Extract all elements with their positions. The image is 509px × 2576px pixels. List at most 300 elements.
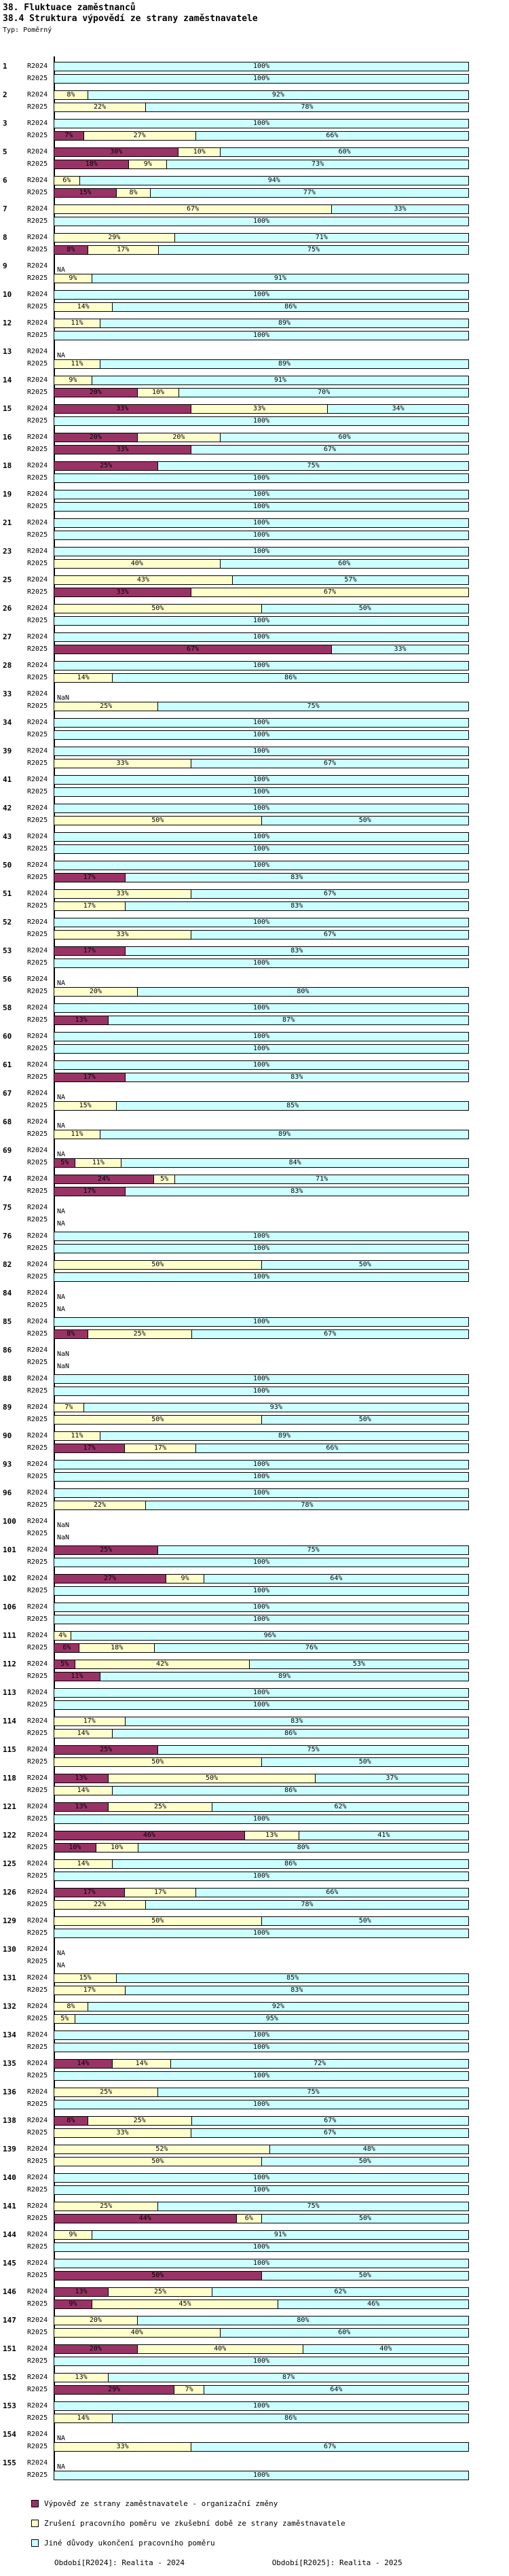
series-label: R2024 <box>27 976 48 983</box>
bar-area <box>54 747 469 756</box>
stacked-bar <box>54 1403 469 1412</box>
stacked-bar <box>54 987 469 997</box>
series-label: R2025 <box>27 617 48 624</box>
bar-segment-probation_termination <box>237 2215 262 2223</box>
stacked-bar <box>54 2088 469 2097</box>
stacked-bar <box>54 632 469 642</box>
stacked-bar <box>54 217 469 226</box>
bar-segment-other_reasons <box>167 160 468 168</box>
bar-segment-probation_termination <box>54 103 146 111</box>
bar-segment-probation_termination <box>138 389 180 397</box>
series-label: R2025 <box>27 1901 48 1908</box>
bar-segment-dismissal_org_changes <box>54 246 88 254</box>
percent-label: 92% <box>271 2003 284 2010</box>
bar-area <box>54 2458 469 2471</box>
stacked-bar <box>54 2401 469 2411</box>
bar-group <box>0 575 509 597</box>
stacked-bar <box>54 2214 469 2223</box>
series-label: R2025 <box>27 1558 48 1566</box>
stacked-bar <box>54 1574 469 1584</box>
bar-area <box>54 2357 469 2366</box>
bar-segment-dismissal_org_changes <box>54 1187 126 1196</box>
bar-segment-probation_termination <box>129 160 167 168</box>
group-number-label: 122 <box>3 1831 16 1840</box>
percent-label: 91% <box>274 274 286 282</box>
bar-segment-other_reasons <box>212 2288 468 2296</box>
bar-area <box>54 2116 469 2126</box>
series-label: R2024 <box>27 376 48 384</box>
bar-area <box>54 147 469 157</box>
stacked-bar <box>54 531 469 540</box>
series-label: R2024 <box>27 1603 48 1611</box>
bar-area <box>54 759 469 768</box>
series-label: R2024 <box>27 405 48 412</box>
percent-label: 4% <box>58 1632 67 1639</box>
bar-group <box>0 2287 509 2309</box>
bar-group <box>0 2202 509 2223</box>
bar-area <box>54 502 469 512</box>
group-number-label: 52 <box>3 918 12 927</box>
bar-area <box>54 889 469 899</box>
stacked-bar <box>54 1329 469 1339</box>
percent-label: 100% <box>252 1273 270 1281</box>
bar-area <box>54 1317 469 1327</box>
legend-label-other: Jiné důvody ukončení pracovního poměru <box>44 2538 215 2547</box>
stacked-bar <box>54 787 469 797</box>
bar-group <box>0 2373 509 2395</box>
stacked-bar <box>54 1130 469 1139</box>
bar-group <box>0 1888 509 1910</box>
percent-label: 73% <box>312 160 324 168</box>
percent-label: 17% <box>83 1717 96 1725</box>
percent-label: 33% <box>252 405 265 412</box>
bar-area <box>54 604 469 613</box>
bar-segment-other_reasons <box>54 332 468 340</box>
percent-label: 20% <box>89 988 102 995</box>
bar-area <box>54 2344 469 2354</box>
legend-item-probation <box>31 2519 509 2527</box>
percent-label: 33% <box>116 890 129 897</box>
series-label: R2025 <box>27 702 48 710</box>
stacked-bar <box>54 1032 469 1041</box>
stacked-bar <box>54 473 469 483</box>
missing-value-label: NA <box>57 1151 66 1158</box>
percent-label: 17% <box>83 1187 96 1195</box>
bar-group <box>0 319 509 340</box>
bar-area <box>54 2059 469 2069</box>
bar-segment-probation_termination <box>54 988 138 996</box>
group-number-label: 41 <box>3 775 12 784</box>
bar-area <box>54 2031 469 2040</box>
percent-label: 11% <box>71 1432 83 1439</box>
bar-area <box>54 832 469 842</box>
bar-segment-other_reasons <box>204 2386 468 2394</box>
percent-label: 100% <box>252 1245 270 1252</box>
series-label: R2024 <box>27 2174 48 2181</box>
bar-segment-other_reasons <box>113 1787 468 1795</box>
bar-area <box>54 946 469 956</box>
bar-segment-other_reasons <box>146 1901 468 1909</box>
stacked-bar <box>54 702 469 711</box>
group-number-label: 153 <box>3 2401 16 2410</box>
bar-segment-dismissal_org_changes <box>54 1774 109 1783</box>
bar-segment-dismissal_org_changes <box>54 588 191 596</box>
bar-group <box>0 2344 509 2366</box>
series-label: R2025 <box>27 759 48 767</box>
stacked-bar <box>54 103 469 112</box>
bar-segment-probation_termination <box>178 148 221 156</box>
percent-label: 14% <box>77 2060 90 2067</box>
series-label: R2024 <box>27 2459 48 2467</box>
bar-area <box>54 2071 469 2081</box>
percent-label: 50% <box>151 605 164 612</box>
bar-group <box>0 1831 509 1853</box>
series-label: R2024 <box>27 2316 48 2324</box>
stacked-bar <box>54 1757 469 1767</box>
bar-segment-other_reasons <box>126 947 468 955</box>
bar-segment-other_reasons <box>113 1730 468 1738</box>
bar-group <box>0 1745 509 1767</box>
group-number-label: 136 <box>3 2088 16 2096</box>
series-label: R2025 <box>27 2043 48 2051</box>
bar-area <box>54 1672 469 1681</box>
bar-area <box>54 1089 469 1101</box>
stacked-bar <box>54 416 469 426</box>
bar-area <box>54 873 469 882</box>
stacked-bar <box>54 559 469 569</box>
bar-area <box>54 1203 469 1213</box>
bar-segment-dismissal_org_changes <box>54 2386 174 2394</box>
percent-label: 100% <box>252 959 270 967</box>
series-label: R2025 <box>27 788 48 795</box>
bar-area <box>54 119 469 128</box>
percent-label: 100% <box>252 788 270 795</box>
bar-group <box>0 1060 509 1082</box>
series-label: R2025 <box>27 2186 48 2194</box>
stacked-bar <box>54 1460 469 1469</box>
missing-value-label: NaN <box>57 1534 70 1541</box>
group-number-label: 19 <box>3 490 12 499</box>
percent-label: 6% <box>244 2215 253 2222</box>
group-number-label: 101 <box>3 1545 16 1554</box>
bar-area <box>54 1631 469 1641</box>
stacked-bar-chart <box>0 62 509 2480</box>
bar-segment-other_reasons <box>192 1330 468 1338</box>
percent-label: 80% <box>297 2316 309 2324</box>
series-label: R2024 <box>27 2288 48 2295</box>
bar-area <box>54 2230 469 2240</box>
percent-label: 11% <box>71 1130 83 1138</box>
bar-group <box>0 490 509 512</box>
missing-value-label: NA <box>57 1220 66 1228</box>
bar-area <box>54 1003 469 1013</box>
bar-area <box>54 1472 469 1482</box>
bar-area <box>54 518 469 528</box>
percent-label: 100% <box>252 332 270 339</box>
stacked-bar <box>54 1232 469 1241</box>
percent-label: 86% <box>284 1787 297 1794</box>
bar-segment-probation_termination <box>245 1831 299 1840</box>
bar-segment-other_reasons <box>158 1746 468 1754</box>
percent-label: 22% <box>93 1501 107 1509</box>
bar-area <box>54 844 469 854</box>
bar-group <box>0 889 509 911</box>
percent-label: 20% <box>89 389 102 396</box>
stacked-bar <box>54 245 469 255</box>
bar-area <box>54 861 469 870</box>
bar-area <box>54 2401 469 2411</box>
series-label: R2025 <box>27 874 48 881</box>
series-label: R2025 <box>27 845 48 853</box>
bar-segment-other_reasons <box>158 702 468 711</box>
bar-segment-other_reasons <box>146 1501 468 1509</box>
percent-label: 9% <box>69 376 77 384</box>
bar-area <box>54 2002 469 2011</box>
percent-label: 100% <box>252 75 270 82</box>
bar-area <box>54 1301 469 1313</box>
series-label: R2024 <box>27 1318 48 1325</box>
percent-label: 64% <box>330 2386 343 2393</box>
bar-area <box>54 2300 469 2309</box>
bar-area <box>54 1843 469 1853</box>
percent-label: 78% <box>301 1901 314 1908</box>
stacked-bar <box>54 2071 469 2081</box>
report-header <box>0 0 509 35</box>
percent-label: 14% <box>77 1730 90 1737</box>
bar-segment-other_reasons <box>191 890 468 898</box>
bar-segment-other_reasons <box>54 1587 468 1595</box>
percent-label: 33% <box>394 645 407 653</box>
percent-label: 50% <box>358 605 371 612</box>
percent-label: 8% <box>67 246 75 253</box>
percent-label: 84% <box>288 1159 301 1166</box>
percent-label: 40% <box>130 560 143 567</box>
group-number-label: 90 <box>3 1431 12 1440</box>
chart-type-label: Typ: Poměrný <box>3 26 52 34</box>
percent-label: 50% <box>151 2272 164 2279</box>
series-label: R2025 <box>27 1416 48 1423</box>
group-number-label: 27 <box>3 632 12 641</box>
series-label: R2025 <box>27 360 48 368</box>
stacked-bar <box>54 2043 469 2052</box>
series-label: R2025 <box>27 2243 48 2251</box>
bar-segment-other_reasons <box>54 1815 468 1823</box>
group-number-label: 68 <box>3 1117 12 1126</box>
bar-group <box>0 119 509 141</box>
percent-label: 27% <box>104 1575 117 1582</box>
legend-swatch-other-icon <box>31 2539 39 2547</box>
percent-label: 66% <box>326 132 339 139</box>
bar-group <box>0 918 509 940</box>
stacked-bar <box>54 2287 469 2297</box>
bar-segment-dismissal_org_changes <box>54 1444 125 1452</box>
percent-label: 37% <box>385 1774 398 1782</box>
bar-segment-dismissal_org_changes <box>54 645 332 654</box>
bar-segment-other_reasons <box>54 804 468 812</box>
bar-segment-other_reasons <box>92 274 468 283</box>
stacked-bar <box>54 1016 469 1025</box>
bar-segment-probation_termination <box>54 1501 146 1509</box>
percent-label: 75% <box>307 702 320 710</box>
bar-segment-other_reasons <box>71 1632 468 1640</box>
percent-label: 25% <box>133 2117 146 2124</box>
stacked-bar <box>54 759 469 768</box>
series-label: R2025 <box>27 1359 48 1366</box>
series-label: R2025 <box>27 1273 48 1281</box>
group-number-label: 114 <box>3 1717 16 1725</box>
bar-segment-other_reasons <box>159 246 468 254</box>
stacked-bar <box>54 1814 469 1824</box>
bar-segment-other_reasons <box>100 319 468 327</box>
bar-group <box>0 1089 509 1111</box>
percent-label: 100% <box>252 2402 270 2410</box>
bar-segment-other_reasons <box>54 548 468 556</box>
percent-label: 86% <box>284 303 297 310</box>
percent-label: 100% <box>252 833 270 840</box>
bar-segment-probation_termination <box>54 1416 262 1424</box>
bar-area <box>54 1346 469 1358</box>
bar-segment-other_reasons <box>171 2060 468 2068</box>
stacked-bar <box>54 490 469 499</box>
stacked-bar <box>54 1603 469 1612</box>
missing-value-label: NA <box>57 352 66 359</box>
bar-segment-other_reasons <box>262 1261 469 1269</box>
group-number-label: 23 <box>3 547 12 556</box>
bar-area <box>54 204 469 214</box>
bar-segment-other_reasons <box>54 2100 468 2109</box>
bar-area <box>54 376 469 385</box>
bar-segment-other_reasons <box>121 1159 468 1167</box>
bar-segment-other_reasons <box>221 560 468 568</box>
missing-value-label: NaN <box>57 1350 70 1358</box>
percent-label: 66% <box>326 1889 339 1896</box>
bar-segment-probation_termination <box>54 2202 158 2211</box>
series-label: R2024 <box>27 719 48 726</box>
bar-segment-other_reasons <box>233 576 468 584</box>
bar-segment-probation_termination <box>54 605 262 613</box>
bar-group <box>0 1517 509 1539</box>
series-label: R2024 <box>27 1004 48 1012</box>
series-label: R2024 <box>27 918 48 926</box>
group-number-label: 112 <box>3 1660 16 1668</box>
bar-area <box>54 1660 469 1669</box>
bar-area <box>54 1888 469 1897</box>
bar-segment-other_reasons <box>88 91 468 99</box>
series-label: R2024 <box>27 148 48 156</box>
bar-area <box>54 1044 469 1054</box>
bar-segment-other_reasons <box>54 503 468 511</box>
percent-label: 33% <box>116 931 129 938</box>
bar-area <box>54 1529 469 1539</box>
bar-segment-probation_termination <box>54 759 191 768</box>
stacked-bar <box>54 1444 469 1453</box>
bar-area <box>54 1460 469 1469</box>
series-label: R2024 <box>27 1889 48 1896</box>
percent-label: 93% <box>269 1403 282 1411</box>
bar-group <box>0 1774 509 1795</box>
percent-label: 13% <box>75 2374 88 2381</box>
stacked-bar <box>54 2185 469 2195</box>
series-label: R2025 <box>27 246 48 253</box>
series-label: R2024 <box>27 462 48 469</box>
bar-group <box>0 1688 509 1710</box>
bar-area <box>54 632 469 642</box>
bar-group <box>0 347 509 369</box>
bar-group <box>0 1374 509 1396</box>
series-label: R2024 <box>27 2259 48 2267</box>
stacked-bar <box>54 1688 469 1698</box>
bar-area <box>54 473 469 483</box>
percent-label: 100% <box>252 2471 270 2479</box>
percent-label: 86% <box>284 1860 297 1867</box>
bar-group <box>0 176 509 198</box>
stacked-bar <box>54 959 469 968</box>
bar-segment-probation_termination <box>54 2003 88 2011</box>
stacked-bar <box>54 1631 469 1641</box>
bar-segment-other_reasons <box>54 1558 468 1567</box>
percent-label: 100% <box>252 490 270 498</box>
bar-area <box>54 930 469 940</box>
percent-label: 9% <box>69 2300 77 2308</box>
series-label: R2025 <box>27 1672 48 1680</box>
bar-group <box>0 1916 509 1938</box>
missing-value-label: NaN <box>57 1522 70 1529</box>
stacked-bar <box>54 2300 469 2309</box>
percent-label: 100% <box>252 861 270 869</box>
percent-label: 100% <box>252 417 270 425</box>
percent-label: 53% <box>352 1660 365 1668</box>
bar-segment-other_reasons <box>332 205 468 213</box>
percent-label: 17% <box>83 1073 96 1081</box>
bar-area <box>54 1403 469 1412</box>
bar-segment-other_reasons <box>54 531 468 539</box>
series-label: R2024 <box>27 1974 48 1982</box>
bar-area <box>54 160 469 169</box>
percent-label: 50% <box>151 1758 164 1766</box>
percent-label: 100% <box>252 662 270 669</box>
bar-segment-probation_termination <box>54 303 113 311</box>
bar-area <box>54 901 469 911</box>
group-number-label: 34 <box>3 718 12 727</box>
series-label: R2025 <box>27 931 48 938</box>
stacked-bar <box>54 1802 469 1812</box>
bar-segment-probation_termination <box>54 360 100 368</box>
percent-label: 45% <box>178 2300 191 2308</box>
percent-label: 13% <box>75 1803 88 1810</box>
bar-area <box>54 2214 469 2223</box>
bar-segment-other_reasons <box>100 360 468 368</box>
series-label: R2025 <box>27 1045 48 1052</box>
stacked-bar <box>54 730 469 740</box>
percent-label: 100% <box>252 1061 270 1069</box>
percent-label: 10% <box>151 389 165 396</box>
series-label: R2024 <box>27 205 48 213</box>
series-label: R2024 <box>27 1860 48 1867</box>
percent-label: 75% <box>307 2202 320 2210</box>
legend-swatch-probation-icon <box>31 2520 39 2527</box>
percent-label: 100% <box>252 719 270 726</box>
bar-segment-other_reasons <box>126 1986 468 1994</box>
series-label: R2024 <box>27 1518 48 1525</box>
bar-segment-other_reasons <box>54 1033 468 1041</box>
bar-area <box>54 290 469 300</box>
bar-group <box>0 1631 509 1653</box>
bar-segment-dismissal_org_changes <box>54 160 129 168</box>
percent-label: 25% <box>100 702 113 710</box>
stacked-bar <box>54 946 469 956</box>
percent-label: 34% <box>392 405 404 412</box>
bar-area <box>54 1745 469 1755</box>
